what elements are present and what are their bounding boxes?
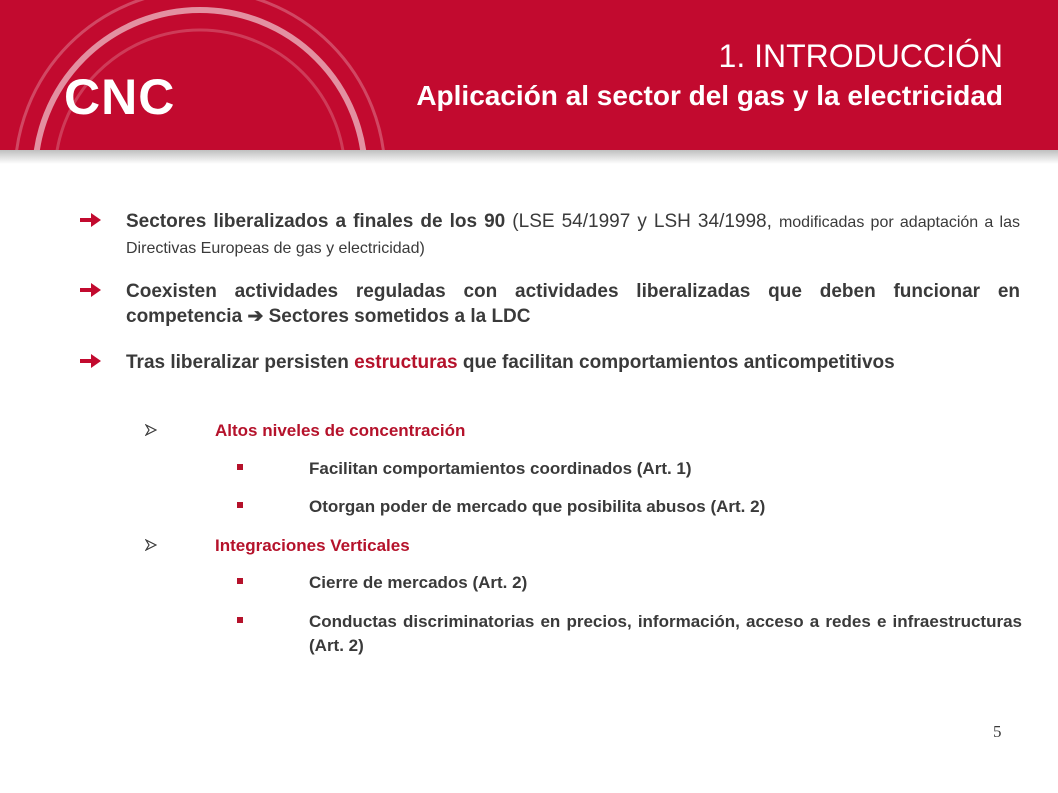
slide-subtitle: Aplicación al sector del gas y la electricidad <box>416 80 1003 111</box>
square-bullet-icon <box>237 617 243 623</box>
sub-list-item <box>237 495 1022 519</box>
sub-list-text: Cierre de mercados (Art. 2) <box>309 573 528 592</box>
bullet-text-part1: Tras liberalizar persisten <box>126 352 355 373</box>
bullet-bold-text: Sectores liberalizados a finales de los 90 <box>126 211 506 232</box>
sub-heading-label: Altos niveles de concentración <box>215 421 466 440</box>
bullet-item <box>80 209 1020 261</box>
header-shadow <box>0 150 1058 164</box>
header-banner <box>0 0 1058 150</box>
bullet-normal-text: (LSE 54/1997 y LSH 34/1998, <box>505 211 779 232</box>
bullet-text <box>126 279 1020 329</box>
sub-heading-label: Integraciones Verticales <box>215 536 410 555</box>
square-bullet-icon <box>237 578 243 584</box>
sub-list-text: Facilitan comportamientos coordinados (Art. 1) <box>309 459 692 478</box>
triangle-bullet-icon <box>145 539 157 551</box>
sub-list-text: Conductas discriminatorias en precios, información, acceso a redes e infraestructuras (Art. 2) <box>309 612 1022 655</box>
cnc-logo: CNC <box>64 69 176 125</box>
bullet-text-part1: Coexisten actividades reguladas con actividades liberalizadas que deben funcionar en competencia <box>126 281 1020 327</box>
sub-list-text: Otorgan poder de mercado que posibilita abusos (Art. 2) <box>309 497 766 516</box>
arrow-right-icon <box>80 212 102 228</box>
bullet-text <box>126 209 1020 261</box>
bullet-text-part2: que facilitan comportamientos anticompetitivos <box>457 352 895 373</box>
sub-list-item <box>237 610 1022 658</box>
bullet-item <box>80 279 1020 329</box>
bullet-text-part2: Sectores sometidos a la LDC <box>263 306 531 327</box>
arrow-right-icon <box>80 353 102 369</box>
sub-list-item <box>237 457 1022 481</box>
bullet-item <box>80 350 1020 375</box>
bullet-small-text: modificadas por adaptación a las Directivas Europeas de gas y electricidad) <box>126 214 1020 257</box>
arrow-right-icon <box>80 282 102 298</box>
page-number: 5 <box>993 722 1002 741</box>
bullet-text <box>126 350 1020 375</box>
square-bullet-icon <box>237 464 243 470</box>
square-bullet-icon <box>237 502 243 508</box>
inline-arrow-icon: ➔ <box>247 306 264 327</box>
sub-list-item <box>237 571 1022 595</box>
bullet-highlight: estructuras <box>354 352 458 373</box>
slide-title: 1. INTRODUCCIÓN <box>718 38 1003 74</box>
triangle-bullet-icon <box>145 424 157 436</box>
